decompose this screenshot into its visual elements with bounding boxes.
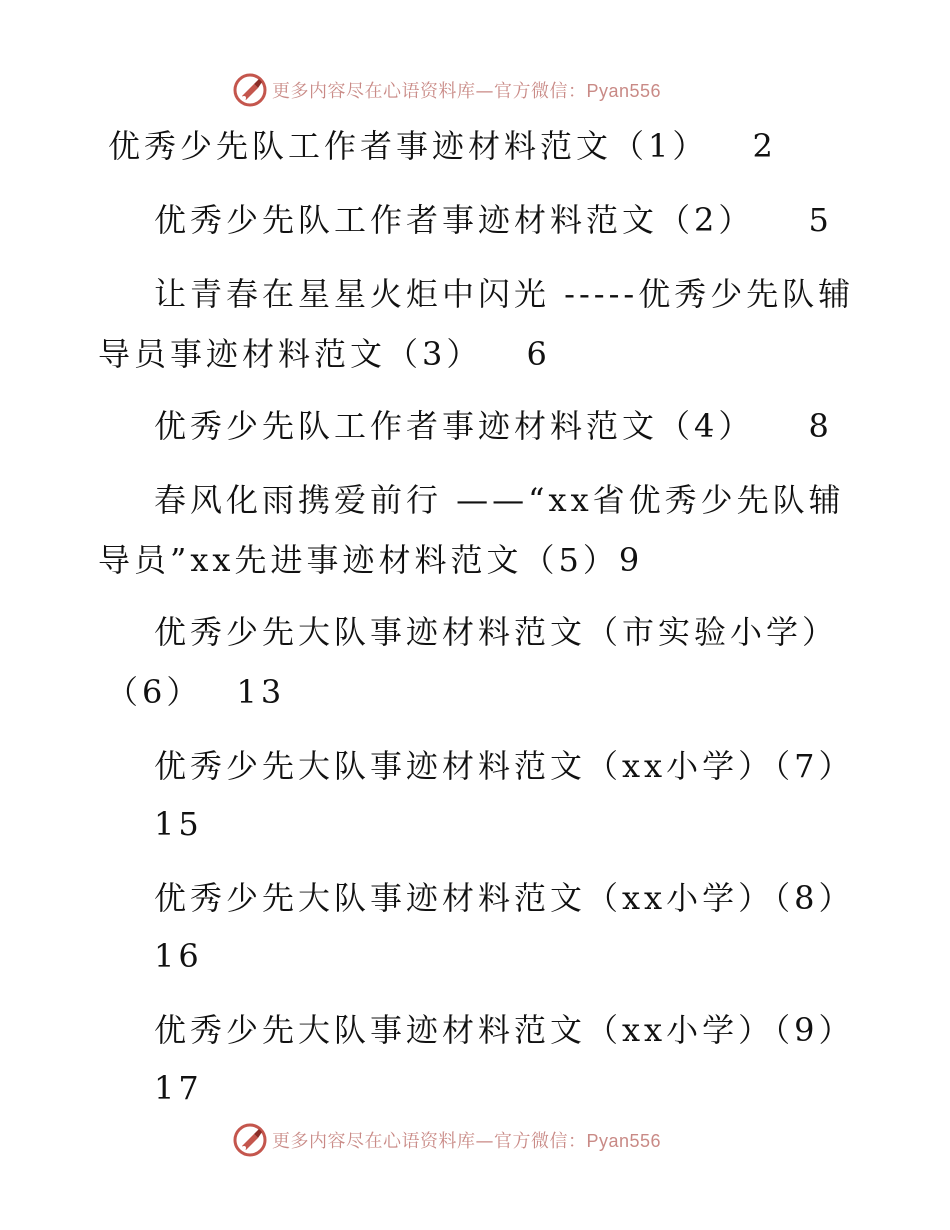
- header-watermark: [232, 70, 661, 110]
- toc-page-number: 5: [808, 201, 833, 239]
- toc-entry-1[interactable]: [108, 116, 777, 176]
- toc-entry-title: 优秀少先队工作者事迹材料范文（2）: [154, 201, 755, 239]
- toc-page-number: 17: [154, 1069, 203, 1107]
- toc-entry-2[interactable]: [154, 190, 833, 250]
- toc-entry-7-page[interactable]: [154, 794, 203, 854]
- footer-watermark: [232, 1120, 661, 1160]
- toc-entry-title: 优秀少先队工作者事迹材料范文（1）: [108, 127, 709, 165]
- toc-entry-7[interactable]: [154, 736, 854, 796]
- toc-entry-8-page[interactable]: [154, 926, 203, 986]
- toc-page-number: 6: [526, 335, 551, 373]
- toc-entry-title: 优秀少先队工作者事迹材料范文（4）: [154, 407, 755, 445]
- brush-pen-logo-icon: [232, 72, 268, 108]
- toc-entry-9-page[interactable]: [154, 1058, 203, 1118]
- toc-entry-3-continued[interactable]: [98, 324, 551, 384]
- toc-page-number: 8: [808, 407, 833, 445]
- toc-page-number: 2: [752, 127, 777, 165]
- toc-entry-title: 优秀少先大队事迹材料范文（xx小学）（7）: [154, 747, 855, 785]
- toc-entry-title: 让青春在星星火炬中闪光 -----优秀少先队辅: [154, 275, 855, 313]
- toc-entry-9[interactable]: [154, 1000, 854, 1060]
- toc-page-number: 9: [618, 541, 644, 579]
- toc-entry-title: 优秀少先大队事迹材料范文（xx小学）（8）: [154, 879, 855, 917]
- toc-entry-8[interactable]: [154, 868, 854, 928]
- toc-page-number: 15: [154, 805, 203, 843]
- toc-entry-title: 优秀少先大队事迹材料范文（xx小学）（9）: [154, 1011, 855, 1049]
- toc-entry-5-continued[interactable]: [98, 530, 643, 590]
- toc-entry-5[interactable]: [154, 470, 845, 530]
- toc-entry-title: 优秀少先大队事迹材料范文（市实验小学）: [154, 613, 839, 651]
- watermark-text: 更多内容尽在心语资料库—官方微信：Pyan556: [272, 1131, 662, 1152]
- toc-entry-title-continued: 导员事迹材料范文（3）: [98, 335, 483, 373]
- toc-entry-3[interactable]: [154, 264, 854, 324]
- toc-page-number: 13: [236, 673, 286, 711]
- toc-entry-6-continued[interactable]: [106, 662, 285, 722]
- toc-entry-4[interactable]: [154, 396, 833, 456]
- toc-page-number: 16: [154, 937, 203, 975]
- watermark-text: 更多内容尽在心语资料库—官方微信：Pyan556: [272, 81, 662, 102]
- toc-entry-title: 春风化雨携爱前行 ——“xx省优秀少先队辅: [154, 481, 845, 519]
- toc-entry-6[interactable]: [154, 602, 838, 662]
- brush-pen-logo-icon: [232, 1122, 268, 1158]
- toc-entry-title-continued: （6）: [106, 673, 203, 711]
- toc-entry-title-continued: 导员”xx先进事迹材料范文（5）: [98, 541, 619, 579]
